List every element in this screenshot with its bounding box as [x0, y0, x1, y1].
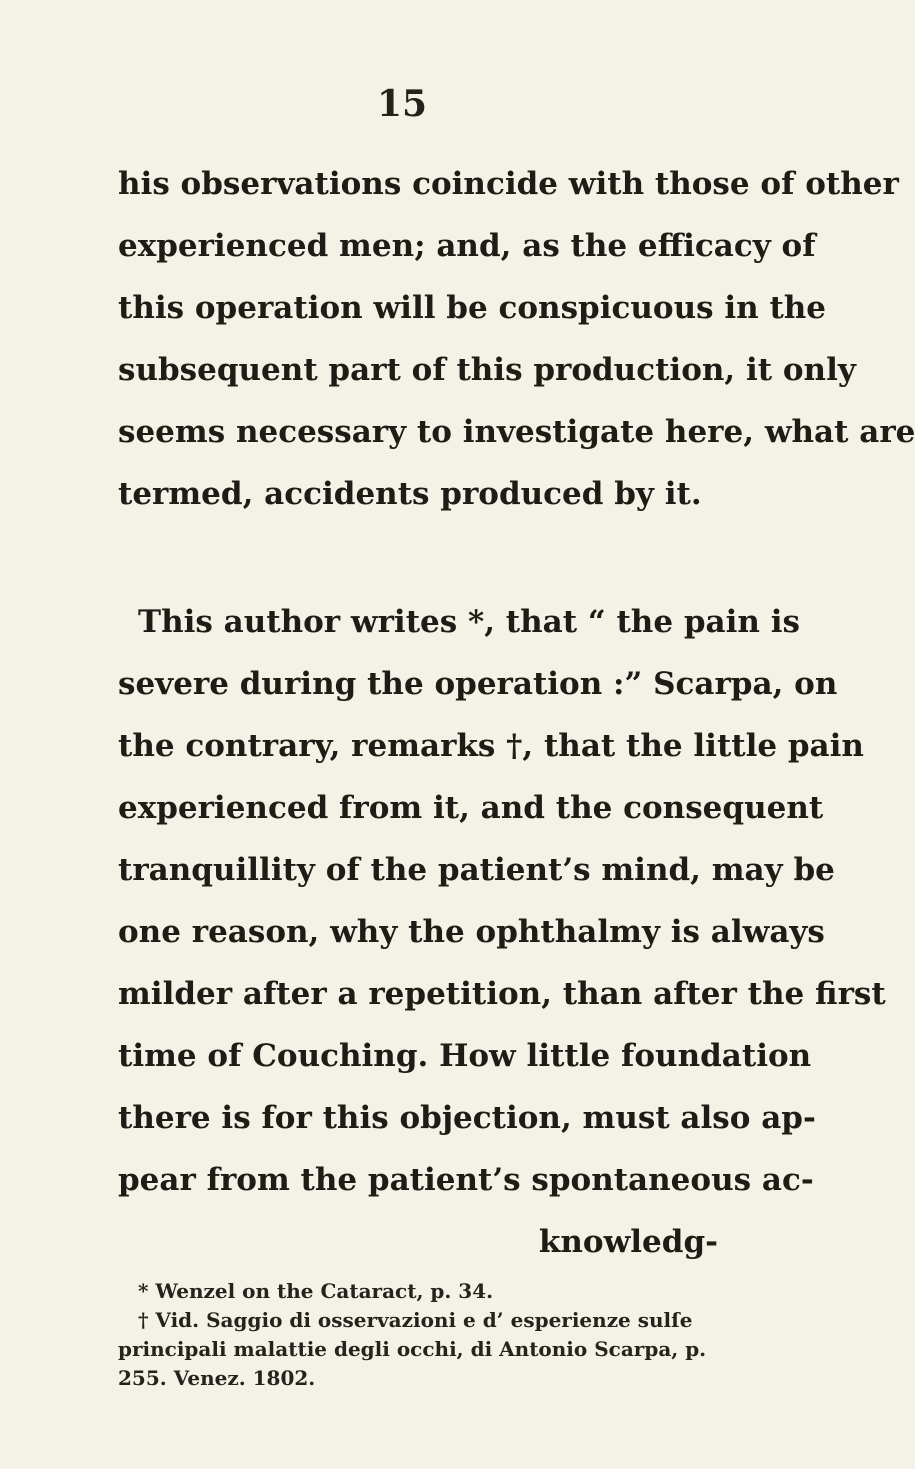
text-line: the contrary, remarks †, that the little pain — [118, 728, 864, 764]
text-line: experienced from it, and the consequent — [118, 790, 824, 826]
footnotes — [118, 1277, 718, 1393]
paragraph-1 — [118, 153, 915, 525]
text-line: termed, accidents produced by it. — [118, 476, 702, 512]
text-line: milder after a repetition, than after the first — [118, 976, 886, 1012]
footnote-scarpa-continued: principali malattie degli occhi, di Antonio Scarpa, p. — [118, 1337, 707, 1361]
text-line: pear from the patient’s spontaneous ac- — [118, 1162, 814, 1198]
footnote-wenzel: * Wenzel on the Cataract, p. 34. — [138, 1279, 494, 1303]
footnote-scarpa: † Vid. Saggio di osservazioni e d’ esperienze sulſe — [138, 1308, 693, 1332]
text-line: severe during the operation :” Scarpa, on — [118, 666, 838, 702]
text-line: experienced men; and, as the efficacy of — [118, 228, 816, 264]
text-line: This author writes *, that “ the pain is — [138, 604, 800, 640]
text-line: time of Couching. How little foundation — [118, 1038, 812, 1074]
text-line: there is for this objection, must also ap- — [118, 1100, 816, 1136]
text-line: seems necessary to investigate here, what are — [118, 414, 915, 450]
paragraph-gap — [118, 525, 718, 591]
text-line: tranquillity of the patient’s mind, may be — [118, 852, 835, 888]
paragraph-2 — [118, 591, 886, 1273]
text-line: this operation will be conspicuous in the — [118, 290, 827, 326]
page-number: 15 — [376, 83, 428, 125]
catchword: knowledg- — [538, 1224, 718, 1260]
text-line: one reason, why the ophthalmy is always — [118, 914, 825, 950]
text-line: his observations coincide with those of other — [118, 166, 899, 202]
footnote-scarpa-continued: 255. Venez. 1802. — [118, 1366, 316, 1390]
body-text — [118, 153, 915, 1273]
text-line: subsequent part of this production, it only — [118, 352, 856, 388]
